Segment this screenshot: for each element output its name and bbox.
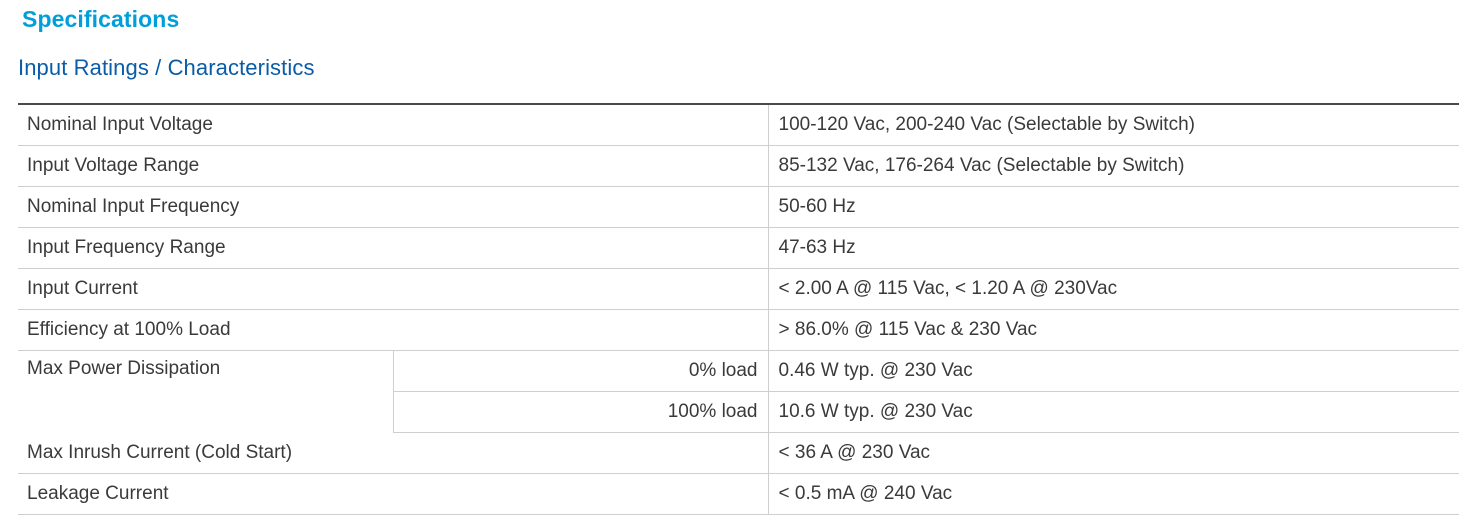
row-label: Input Voltage Range	[18, 146, 768, 187]
row-value: 10.6 W typ. @ 230 Vac	[768, 392, 1459, 433]
table-row	[18, 269, 1459, 310]
row-value: < 2.00 A @ 115 Vac, < 1.20 A @ 230Vac	[768, 269, 1459, 310]
row-sublabel: 100% load	[393, 392, 768, 433]
row-label: Max Power Dissipation	[27, 358, 221, 379]
row-label: Nominal Input Frequency	[18, 187, 768, 228]
section-title: Input Ratings / Characteristics	[18, 55, 315, 80]
row-sublabel: 0% load	[393, 351, 768, 392]
table-row	[18, 310, 1459, 351]
row-label: Efficiency at 100% Load	[18, 310, 768, 351]
row-label: Nominal Input Voltage	[18, 104, 768, 146]
page-title: Specifications	[22, 6, 180, 32]
row-label: Leakage Current	[18, 474, 768, 515]
specifications-page	[0, 6, 1477, 518]
row-label: Input Frequency Range	[18, 228, 768, 269]
row-label: Input Current	[18, 269, 768, 310]
row-value: > 86.0% @ 115 Vac & 230 Vac	[768, 310, 1459, 351]
table-row	[18, 228, 1459, 269]
row-label: Max Inrush Current (Cold Start)	[18, 433, 768, 474]
table-row	[18, 474, 1459, 515]
row-value: 50-60 Hz	[768, 187, 1459, 228]
table-row	[18, 104, 1459, 146]
row-value: 85-132 Vac, 176-264 Vac (Selectable by Switch)	[768, 146, 1459, 187]
row-value: 47-63 Hz	[768, 228, 1459, 269]
table-row	[18, 146, 1459, 187]
row-value: < 0.5 mA @ 240 Vac	[768, 474, 1459, 515]
row-value: 0.46 W typ. @ 230 Vac	[768, 351, 1459, 392]
specifications-table	[18, 103, 1459, 515]
row-value: 100-120 Vac, 200-240 Vac (Selectable by Switch)	[768, 104, 1459, 146]
table-row	[18, 433, 1459, 474]
row-value: < 36 A @ 230 Vac	[768, 433, 1459, 474]
table-row	[18, 187, 1459, 228]
table-row	[18, 351, 1459, 392]
